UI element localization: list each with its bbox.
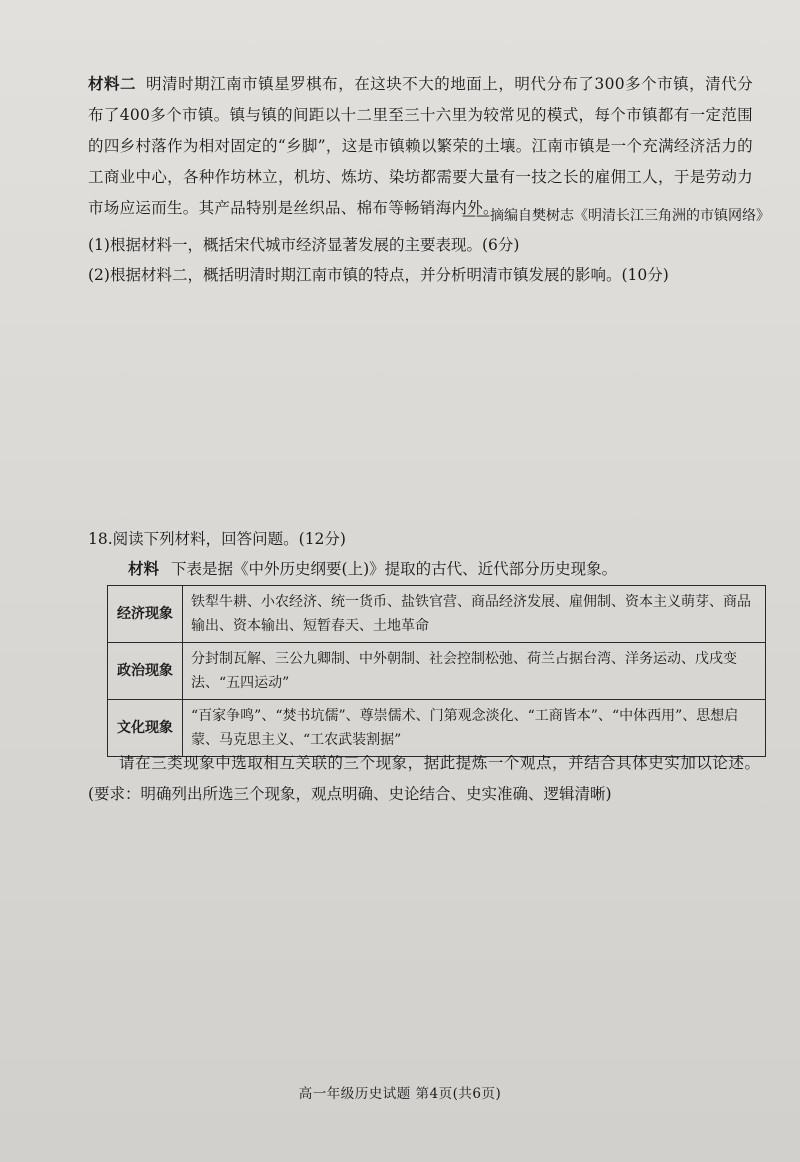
question-2: (2)根据材料二，概括明清时期江南市镇的特点，并分析明清市镇发展的影响。(10分) [88,266,669,284]
question-18-material [128,556,617,582]
table-content: 铁犁牛耕、小农经济、统一货币、盐铁官营、商品经济发展、雇佣制、资本主义萌芽、商品输出、资本输出、短暂春天、土地革命 [183,586,766,643]
question-18-requirement: 请在三类现象中选取相互关联的三个现象，据此提炼一个观点，并结合具体史实加以论述。(要求：明确列出所选三个现象，观点明确、史论结合、史实准确、逻辑清晰) [88,754,760,803]
table-row [108,586,766,643]
table-category: 政治现象 [108,643,183,700]
material-2-source: ——摘编自樊树志《明清长江三角洲的市镇网络》 [462,208,770,224]
material-lead: 材料 [128,559,160,578]
table-category: 经济现象 [108,586,183,643]
history-phenomena-table [107,585,766,757]
table-category: 文化现象 [108,700,183,757]
material-2-lead: 材料二 [88,74,137,93]
material-2-paragraph [88,68,753,224]
question-18-title: 18.阅读下列材料，回答问题。(12分) [88,530,346,548]
page-footer: 高一年级历史试题 第4页(共6页) [298,1086,502,1102]
material-text: 下表是据《中外历史纲要(上)》提取的古代、近代部分历史现象。 [171,560,618,578]
material-2-text: 明清时期江南市镇星罗棋布，在这块不大的地面上，明代分布了300多个市镇，清代分布了400多个市镇。镇与镇的间距以十二里至三十六里为较常见的模式，每个市镇都有一定范围的四乡村落作为相对固定的“乡脚”，这是市镇赖以繁荣的土壤。江南市镇是一个充满经济活力的工商业中心，各种作坊林立，机坊、炼坊、染坊都需要大量有一技之长的雇佣工人，于是劳动力市场应运而生。其产品特别是丝织品、棉布等畅销海内外。 [88,75,753,217]
table-content: 分封制瓦解、三公九卿制、中外朝制、社会控制松弛、荷兰占据台湾、洋务运动、戊戌变法、“五四运动” [183,643,766,700]
question-1: (1)根据材料一，概括宋代城市经济显著发展的主要表现。(6分) [88,236,520,254]
table-content: “百家争鸣”、“焚书坑儒”、尊崇儒术、门第观念淡化、“工商皆本”、“中体西用”、思想启蒙、马克思主义、“工农武装割据” [183,700,766,757]
table-row [108,643,766,700]
